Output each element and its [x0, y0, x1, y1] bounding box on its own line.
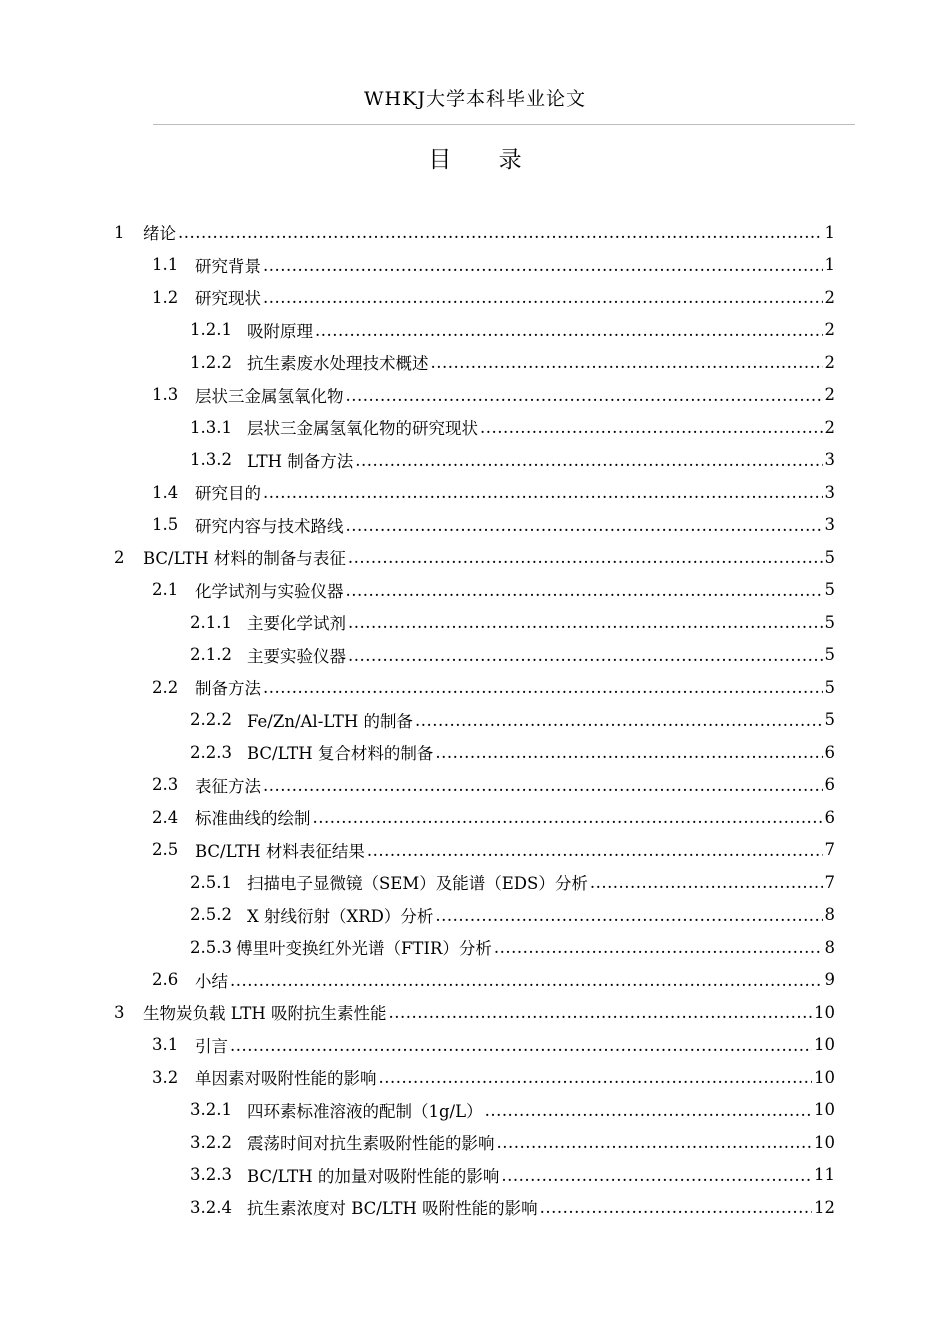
toc-dot-leader: [435, 743, 822, 763]
toc-entry[interactable]: [0, 1061, 950, 1094]
toc-entry-number: 1.2.2: [190, 352, 232, 372]
toc-entry[interactable]: [0, 671, 950, 704]
toc-entry-number: 2.3: [152, 775, 179, 795]
toc-entry-title: 层状三金属氢氧化物的研究现状: [247, 419, 478, 439]
toc-entry-number: 2: [114, 547, 125, 567]
toc-entry[interactable]: [0, 704, 950, 737]
toc-entry-page: 2: [824, 287, 835, 307]
toc-entry-number: 2.2.3: [190, 742, 232, 762]
toc-entry-title: 震荡时间对抗生素吸附性能的影响: [247, 1134, 495, 1154]
toc-entry-title: BC/LTH 材料表征结果: [195, 841, 365, 861]
toc-entry[interactable]: [0, 996, 950, 1029]
toc-entry[interactable]: [0, 931, 950, 964]
toc-entry-title: 傅里叶变换红外光谱（FTIR）分析: [235, 939, 492, 959]
toc-entry-number: 1.3: [152, 385, 179, 405]
toc-entry-title: 绪论: [143, 224, 176, 244]
toc-entry-title: 主要实验仪器: [247, 646, 346, 666]
toc-entry-title: 抗生素废水处理技术概述: [247, 354, 429, 374]
toc-entry-number: 1.3.1: [190, 417, 232, 437]
toc-entry-number: 2.2: [152, 677, 179, 697]
toc-entry-title: 研究目的: [195, 484, 261, 504]
toc-entry-number: 2.5: [152, 840, 179, 860]
toc-dot-leader: [501, 1166, 812, 1186]
toc-entry[interactable]: [0, 964, 950, 997]
toc-entry-number: 2.1: [152, 580, 179, 600]
toc-dot-leader: [355, 451, 822, 471]
toc-entry-page: 1: [824, 255, 835, 275]
toc-entry-title: 研究内容与技术路线: [195, 516, 344, 536]
header-rule: [153, 124, 855, 125]
toc-entry-number: 2.2.2: [190, 710, 232, 730]
toc-entry-title: LTH 制备方法: [247, 451, 354, 471]
toc-dot-leader: [313, 808, 823, 828]
toc-entry-page: 10: [814, 1002, 835, 1022]
toc-dot-leader: [230, 1036, 812, 1056]
toc-entry-page: 7: [824, 840, 835, 860]
toc-entry[interactable]: [0, 606, 950, 639]
toc-dot-leader: [178, 223, 823, 243]
toc-entry-number: 2.4: [152, 807, 179, 827]
toc-dot-leader: [348, 646, 823, 666]
toc-entry[interactable]: [0, 346, 950, 379]
toc-entry-number: 2.1.2: [190, 645, 232, 665]
toc-dot-leader: [315, 321, 823, 341]
toc-entry-title: 主要化学试剂: [247, 614, 346, 634]
toc-entry-number: 2.5.2: [190, 905, 232, 925]
toc-entry-page: 5: [824, 645, 835, 665]
toc-entry-title: 表征方法: [195, 776, 261, 796]
toc-dot-leader: [590, 873, 823, 893]
toc-entry-page: 8: [824, 905, 835, 925]
toc-entry-title: BC/LTH 的加量对吸附性能的影响: [247, 1166, 500, 1186]
toc-entry[interactable]: [0, 216, 950, 249]
toc-entry-number: 2.1.1: [190, 612, 232, 632]
table-of-contents: [0, 216, 950, 1224]
toc-entry-page: 10: [814, 1132, 835, 1152]
toc-entry[interactable]: [0, 444, 950, 477]
toc-entry-page: 6: [824, 775, 835, 795]
toc-entry-page: 3: [824, 482, 835, 502]
toc-dot-leader: [230, 971, 823, 991]
toc-entry-page: 3: [824, 450, 835, 470]
toc-entry-title: 引言: [195, 1036, 228, 1056]
toc-dot-leader: [431, 353, 823, 373]
running-header: WHKJ大学本科毕业论文: [364, 88, 586, 110]
toc-dot-leader: [346, 386, 823, 406]
toc-dot-leader: [346, 581, 823, 601]
toc-entry-number: 3.1: [152, 1035, 179, 1055]
toc-entry-number: 1: [114, 222, 125, 242]
toc-entry-page: 2: [824, 352, 835, 372]
toc-entry-number: 1.2: [152, 287, 179, 307]
toc-dot-leader: [263, 256, 823, 276]
toc-entry[interactable]: [0, 476, 950, 509]
toc-entry-title: 单因素对吸附性能的影响: [195, 1069, 377, 1089]
toc-dot-leader: [497, 1133, 813, 1153]
toc-entry-title: 研究背景: [195, 256, 261, 276]
toc-entry[interactable]: [0, 249, 950, 282]
toc-entry-number: 3.2: [152, 1067, 179, 1087]
toc-entry[interactable]: [0, 541, 950, 574]
toc-entry-title: 标准曲线的绘制: [195, 809, 311, 829]
toc-entry[interactable]: [0, 801, 950, 834]
toc-entry-page: 11: [814, 1165, 835, 1185]
toc-entry-page: 5: [824, 547, 835, 567]
toc-entry-page: 2: [824, 417, 835, 437]
toc-entry[interactable]: [0, 1094, 950, 1127]
toc-entry[interactable]: [0, 639, 950, 672]
toc-entry-number: 1.3.2: [190, 450, 232, 470]
toc-entry-page: 10: [814, 1067, 835, 1087]
toc-entry-page: 9: [824, 970, 835, 990]
toc-dot-leader: [480, 418, 823, 438]
toc-entry-number: 1.1: [152, 255, 179, 275]
toc-dot-leader: [263, 678, 823, 698]
toc-entry-page: 1: [824, 222, 835, 242]
toc-entry[interactable]: [0, 281, 950, 314]
toc-dot-leader: [540, 1198, 812, 1218]
toc-entry-number: 3: [114, 1002, 125, 1022]
toc-entry-number: 1.2.1: [190, 320, 232, 340]
toc-entry-page: 12: [814, 1197, 835, 1217]
toc-dot-leader: [379, 1068, 813, 1088]
toc-entry-title: X 射线衍射（XRD）分析: [247, 906, 434, 926]
toc-entry-number: 3.2.3: [190, 1165, 232, 1185]
toc-entry-page: 8: [824, 937, 835, 957]
toc-entry-page: 10: [814, 1100, 835, 1120]
toc-entry-page: 2: [824, 320, 835, 340]
toc-entry-page: 5: [824, 612, 835, 632]
toc-entry-title: 小结: [195, 971, 228, 991]
toc-dot-leader: [263, 288, 823, 308]
toc-dot-leader: [263, 483, 823, 503]
toc-entry-number: 1.4: [152, 482, 179, 502]
toc-entry-page: 10: [814, 1035, 835, 1055]
toc-entry-number: 2.6: [152, 970, 179, 990]
toc-entry-page: 3: [824, 515, 835, 535]
toc-entry[interactable]: [0, 314, 950, 347]
toc-title: 目 录: [428, 147, 542, 173]
toc-dot-leader: [367, 841, 823, 861]
toc-entry[interactable]: [0, 509, 950, 542]
toc-entry-title: 层状三金属氢氧化物: [195, 386, 344, 406]
toc-entry-page: 5: [824, 710, 835, 730]
toc-entry-page: 7: [824, 872, 835, 892]
toc-dot-leader: [346, 516, 823, 536]
toc-dot-leader: [348, 613, 823, 633]
toc-entry[interactable]: [0, 736, 950, 769]
toc-entry-title: BC/LTH 复合材料的制备: [247, 744, 434, 764]
toc-dot-leader: [485, 1101, 812, 1121]
toc-entry-title: 制备方法: [195, 679, 261, 699]
toc-entry-page: 5: [824, 677, 835, 697]
toc-entry-title: Fe/Zn/Al-LTH 的制备: [247, 711, 414, 731]
toc-dot-leader: [435, 906, 822, 926]
toc-entry[interactable]: [0, 866, 950, 899]
toc-entry[interactable]: [0, 411, 950, 444]
toc-entry-title: 化学试剂与实验仪器: [195, 581, 344, 601]
toc-entry-page: 6: [824, 742, 835, 762]
toc-entry-number: 3.2.1: [190, 1100, 232, 1120]
toc-entry-title: 吸附原理: [247, 321, 313, 341]
toc-entry-number: 2.5.3: [190, 937, 232, 957]
toc-entry-title: 扫描电子显微镜（SEM）及能谱（EDS）分析: [247, 874, 588, 894]
toc-entry[interactable]: [0, 1126, 950, 1159]
toc-entry-number: 3.2.4: [190, 1197, 232, 1217]
toc-dot-leader: [348, 548, 823, 568]
toc-entry-page: 2: [824, 385, 835, 405]
toc-entry-title: 抗生素浓度对 BC/LTH 吸附性能的影响: [247, 1199, 538, 1219]
toc-entry-title: BC/LTH 材料的制备与表征: [143, 549, 346, 569]
toc-dot-leader: [415, 711, 822, 731]
toc-entry-title: 生物炭负载 LTH 吸附抗生素性能: [143, 1004, 387, 1024]
toc-dot-leader: [263, 776, 823, 796]
toc-entry-page: 6: [824, 807, 835, 827]
toc-dot-leader: [494, 938, 823, 958]
toc-entry[interactable]: [0, 574, 950, 607]
toc-entry[interactable]: [0, 1029, 950, 1062]
toc-entry-title: 四环素标准溶液的配制（1g/L）: [247, 1101, 483, 1121]
toc-entry-title: 研究现状: [195, 289, 261, 309]
toc-dot-leader: [389, 1003, 813, 1023]
toc-entry[interactable]: [0, 899, 950, 932]
toc-entry-number: 2.5.1: [190, 872, 232, 892]
toc-entry-number: 3.2.2: [190, 1132, 232, 1152]
toc-entry-number: 1.5: [152, 515, 179, 535]
toc-entry[interactable]: [0, 1159, 950, 1192]
toc-entry[interactable]: [0, 379, 950, 412]
toc-entry[interactable]: [0, 1191, 950, 1224]
toc-entry-page: 5: [824, 580, 835, 600]
toc-entry[interactable]: [0, 769, 950, 802]
toc-entry[interactable]: [0, 834, 950, 867]
